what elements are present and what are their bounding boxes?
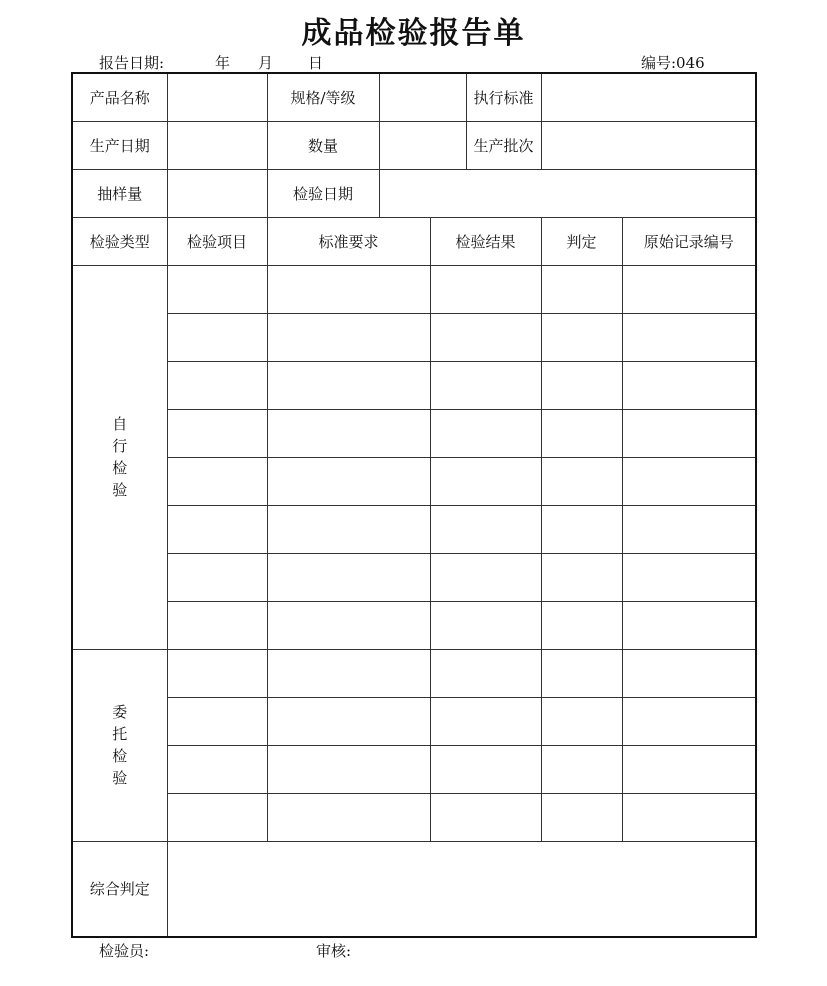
col-header-item: 检验项目 [167,217,267,265]
cell-requirement[interactable] [267,697,430,745]
cell-judgment[interactable] [541,409,622,457]
cell-requirement[interactable] [267,265,430,313]
cell-result[interactable] [430,265,541,313]
cell-requirement[interactable] [267,457,430,505]
quantity-value[interactable] [379,121,466,169]
overall-judgment-value[interactable] [167,841,756,937]
document-title: 成品检验报告单 [301,16,526,51]
table-row [72,793,756,841]
entrusted-inspection-label: 委 托 检 验 [72,649,167,841]
column-header-row [72,217,756,265]
cell-result[interactable] [430,409,541,457]
table-row [72,601,756,649]
inspector-label: 检验员: [99,942,150,960]
report-date-day: 日 [308,54,324,72]
product-name-label: 产品名称 [72,73,167,121]
sample-size-label: 抽样量 [72,169,167,217]
cell-record-no[interactable] [622,793,756,841]
cell-result[interactable] [430,745,541,793]
info-row-2 [72,121,756,169]
cell-item[interactable] [167,697,267,745]
info-row-1 [72,73,756,121]
cell-item[interactable] [167,745,267,793]
production-date-value[interactable] [167,121,267,169]
cell-record-no[interactable] [622,697,756,745]
self-inspection-label: 自 行 检 验 [72,265,167,649]
table-row [72,457,756,505]
inspection-date-value[interactable] [379,169,756,217]
spec-grade-label: 规格/等级 [267,73,379,121]
cell-item[interactable] [167,505,267,553]
cell-item[interactable] [167,601,267,649]
cell-item[interactable] [167,265,267,313]
cell-record-no[interactable] [622,409,756,457]
table-row [72,313,756,361]
cell-requirement[interactable] [267,553,430,601]
batch-label: 生产批次 [466,121,541,169]
cell-judgment[interactable] [541,649,622,697]
cell-result[interactable] [430,553,541,601]
cell-record-no[interactable] [622,649,756,697]
cell-item[interactable] [167,457,267,505]
cell-record-no[interactable] [622,265,756,313]
table-row [72,505,756,553]
sample-size-value[interactable] [167,169,267,217]
col-header-judgment: 判定 [541,217,622,265]
overall-judgment-row [72,841,756,937]
cell-requirement[interactable] [267,793,430,841]
col-header-result: 检验结果 [430,217,541,265]
cell-judgment[interactable] [541,505,622,553]
cell-requirement[interactable] [267,745,430,793]
cell-result[interactable] [430,649,541,697]
table-row [72,409,756,457]
cell-result[interactable] [430,505,541,553]
cell-judgment[interactable] [541,697,622,745]
cell-judgment[interactable] [541,601,622,649]
product-name-value[interactable] [167,73,267,121]
cell-item[interactable] [167,553,267,601]
production-date-label: 生产日期 [72,121,167,169]
cell-item[interactable] [167,409,267,457]
cell-result[interactable] [430,457,541,505]
cell-result[interactable] [430,313,541,361]
overall-judgment-label: 综合判定 [72,841,167,937]
cell-judgment[interactable] [541,745,622,793]
report-date-month: 月 [258,54,274,72]
col-header-type: 检验类型 [72,217,167,265]
cell-requirement[interactable] [267,313,430,361]
reviewer-label: 审核: [316,942,352,960]
cell-judgment[interactable] [541,361,622,409]
table-row [72,697,756,745]
cell-result[interactable] [430,361,541,409]
table-row [72,553,756,601]
cell-record-no[interactable] [622,361,756,409]
cell-record-no[interactable] [622,745,756,793]
table-row [72,745,756,793]
cell-requirement[interactable] [267,505,430,553]
cell-record-no[interactable] [622,505,756,553]
cell-judgment[interactable] [541,793,622,841]
col-header-requirement: 标准要求 [267,217,430,265]
standard-label: 执行标准 [466,73,541,121]
cell-item[interactable] [167,313,267,361]
report-number: 编号:046 [641,54,705,72]
col-header-record-no: 原始记录编号 [622,217,756,265]
table-row [72,649,756,697]
table-row [72,265,756,313]
quantity-label: 数量 [267,121,379,169]
report-date-label: 报告日期: [99,54,165,72]
cell-item[interactable] [167,793,267,841]
cell-requirement[interactable] [267,409,430,457]
spec-grade-value[interactable] [379,73,466,121]
standard-value[interactable] [541,73,756,121]
inspection-form-table [71,72,757,938]
cell-requirement[interactable] [267,601,430,649]
cell-record-no[interactable] [622,553,756,601]
table-row [72,361,756,409]
cell-record-no[interactable] [622,601,756,649]
cell-requirement[interactable] [267,649,430,697]
cell-record-no[interactable] [622,457,756,505]
cell-result[interactable] [430,697,541,745]
cell-record-no[interactable] [622,313,756,361]
batch-value[interactable] [541,121,756,169]
report-date-year: 年 [215,54,231,72]
cell-judgment[interactable] [541,553,622,601]
cell-judgment[interactable] [541,313,622,361]
cell-result[interactable] [430,793,541,841]
cell-requirement[interactable] [267,361,430,409]
cell-judgment[interactable] [541,457,622,505]
inspection-date-label: 检验日期 [267,169,379,217]
cell-result[interactable] [430,601,541,649]
cell-judgment[interactable] [541,265,622,313]
info-row-3 [72,169,756,217]
cell-item[interactable] [167,649,267,697]
cell-item[interactable] [167,361,267,409]
